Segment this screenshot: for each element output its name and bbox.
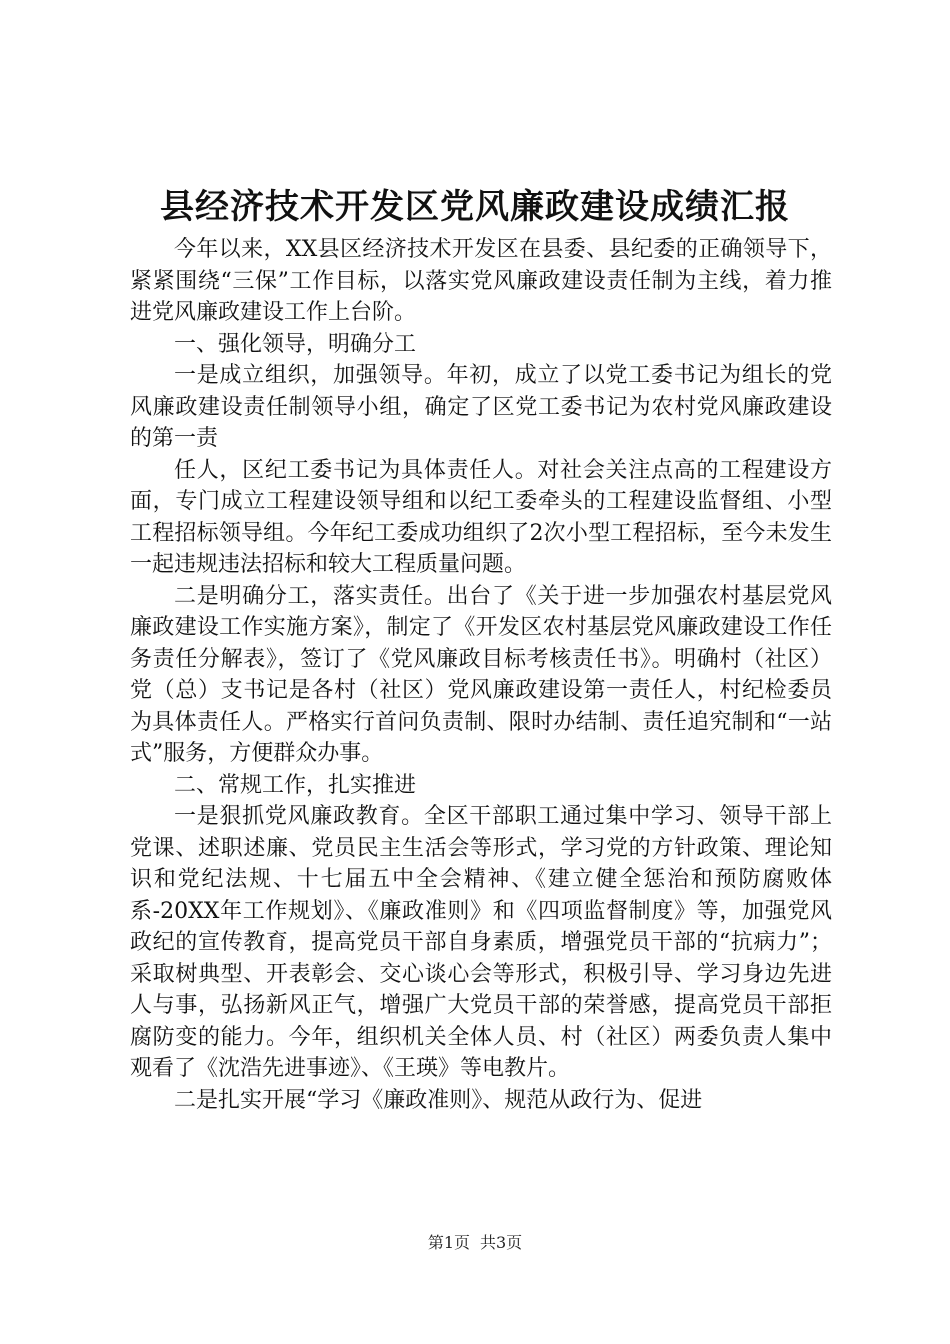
section-heading-2: 二、常规工作，扎实推进 [174,772,417,798]
document-title: 县经济技术开发区党风廉政建设成绩汇报 [160,187,790,227]
document-body [130,234,832,1116]
paragraph-responsibility: 任人，区纪工委书记为具体责任人。对社会关注点高的工程建设方面，专门成立工程建设领导组和以纪工委牵头的工程建设监督组、小型工程招标领导组。今年纪工委成功组织了2次小型工程招标，至今未发生一起违规违法招标和较大工程质量问题。 [130,457,832,577]
section-heading-1: 一、强化领导，明确分工 [174,331,417,357]
paragraph-organize: 一是成立组织，加强领导。年初，成立了以党工委书记为组长的党风廉政建设责任制领导小组，确定了区党工委书记为农村党风廉政建设的第一责 [130,363,832,451]
page-footer [0,1232,950,1254]
page-number-total: 共3页 [480,1233,523,1252]
paragraph-intro: 今年以来，XX县区经济技术开发区在县委、县纪委的正确领导下，紧紧围绕“三保”工作目标，以落实党风廉政建设责任制为主线，着力推进党风廉政建设工作上台阶。 [130,237,832,325]
paragraph-education: 一是狠抓党风廉政教育。全区干部职工通过集中学习、领导干部上党课、述职述廉、党员民主生活会等形式，学习党的方针政策、理论知识和党纪法规、十七届五中全会精神、《建立健全惩治和预防腐败体系-20XX年工作规划》、《廉政准则》和《四项监督制度》等，加强党风政纪的宣传教育，提高党员干部自身素质，增强党员干部的“抗病力”；采取树典型、开表彰会、交心谈心会等形式，积极引导、学习身边先进人与事，弘扬新风正气，增强广大党员干部的荣誉感，提高党员干部拒腐防变的能力。今年，组织机关全体人员、村（社区）两委负责人集中观看了《沈浩先进事迹》、《王瑛》等电教片。 [130,804,832,1081]
paragraph-division: 二是明确分工，落实责任。出台了《关于进一步加强农村基层党风廉政建设工作实施方案》，制定了《开发区农村基层党风廉政建设工作任务责任分解表》，签订了《党风廉政目标考核责任书》。明确村（社区）党（总）支书记是各村（社区）党风廉政建设第一责任人，村纪检委员为具体责任人。严格实行首问负责制、限时办结制、责任追究制和“一站式”服务，方便群众办事。 [130,583,832,766]
paragraph-study: 二是扎实开展“学习《廉政准则》、规范从政行为、促进 [174,1087,703,1113]
page-number-current: 第1页 [427,1233,470,1252]
